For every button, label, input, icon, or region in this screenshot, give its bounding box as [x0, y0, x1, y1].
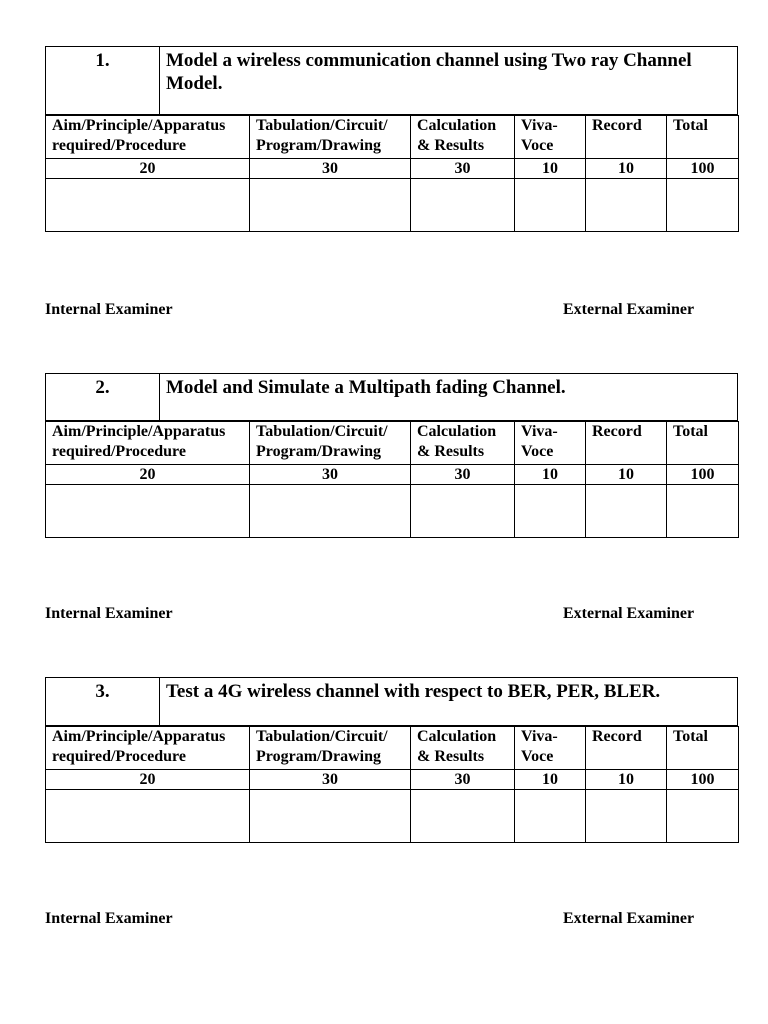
external-examiner-label: External Examiner: [563, 605, 695, 622]
score-total-cell: [667, 179, 739, 232]
header-aim: Aim/Principle/Apparatus required/Procedure: [46, 116, 250, 159]
score-record-cell: [586, 790, 667, 843]
mark-total: 100: [667, 159, 739, 179]
score-viva-cell: [515, 790, 586, 843]
header-total: Total: [667, 727, 739, 770]
score-calculation-cell: [411, 485, 515, 538]
internal-examiner-label: Internal Examiner: [45, 605, 173, 622]
experiment-number: 3.: [46, 678, 160, 726]
score-tabulation-cell: [250, 485, 411, 538]
header-tabulation: Tabulation/Circuit/ Program/Drawing: [250, 727, 411, 770]
header-tabulation: Tabulation/Circuit/ Program/Drawing: [250, 422, 411, 465]
experiment-title-table: [45, 46, 738, 115]
score-viva-cell: [515, 485, 586, 538]
header-calculation: Calculation & Results: [411, 422, 515, 465]
mark-total: 100: [667, 770, 739, 790]
score-tabulation-cell: [250, 179, 411, 232]
mark-calculation: 30: [411, 159, 515, 179]
mark-viva: 10: [515, 159, 586, 179]
mark-tabulation: 30: [250, 465, 411, 485]
header-total: Total: [667, 116, 739, 159]
marks-table: [45, 421, 739, 538]
experiment-title-table: [45, 373, 738, 421]
header-total: Total: [667, 422, 739, 465]
score-total-cell: [667, 485, 739, 538]
header-tabulation: Tabulation/Circuit/ Program/Drawing: [250, 116, 411, 159]
experiment-number: 2.: [46, 374, 160, 421]
header-aim: Aim/Principle/Apparatus required/Procedure: [46, 727, 250, 770]
mark-record: 10: [586, 159, 667, 179]
mark-tabulation: 30: [250, 159, 411, 179]
score-aim-cell: [46, 179, 250, 232]
score-tabulation-cell: [250, 790, 411, 843]
header-record: Record: [586, 422, 667, 465]
header-aim: Aim/Principle/Apparatus required/Procedure: [46, 422, 250, 465]
mark-tabulation: 30: [250, 770, 411, 790]
score-calculation-cell: [411, 179, 515, 232]
score-record-cell: [586, 179, 667, 232]
header-viva: Viva- Voce: [515, 727, 586, 770]
experiment-title: Model and Simulate a Multipath fading Channel.: [160, 374, 738, 421]
mark-aim: 20: [46, 465, 250, 485]
external-examiner-label: External Examiner: [563, 910, 695, 927]
marks-table: [45, 726, 739, 843]
mark-aim: 20: [46, 770, 250, 790]
external-examiner-label: External Examiner: [563, 301, 695, 318]
score-calculation-cell: [411, 790, 515, 843]
mark-aim: 20: [46, 159, 250, 179]
experiment-title-table: [45, 677, 738, 726]
header-calculation: Calculation & Results: [411, 727, 515, 770]
header-calculation: Calculation & Results: [411, 116, 515, 159]
score-total-cell: [667, 790, 739, 843]
score-record-cell: [586, 485, 667, 538]
header-viva: Viva- Voce: [515, 116, 586, 159]
experiment-number: 1.: [46, 47, 160, 115]
header-record: Record: [586, 727, 667, 770]
internal-examiner-label: Internal Examiner: [45, 910, 173, 927]
header-viva: Viva- Voce: [515, 422, 586, 465]
experiment-title: Model a wireless communication channel using Two ray Channel Model.: [160, 47, 738, 115]
mark-viva: 10: [515, 465, 586, 485]
header-record: Record: [586, 116, 667, 159]
marks-table: [45, 115, 739, 232]
mark-record: 10: [586, 770, 667, 790]
experiment-title: Test a 4G wireless channel with respect to BER, PER, BLER.: [160, 678, 738, 726]
score-viva-cell: [515, 179, 586, 232]
mark-total: 100: [667, 465, 739, 485]
score-aim-cell: [46, 790, 250, 843]
mark-calculation: 30: [411, 465, 515, 485]
internal-examiner-label: Internal Examiner: [45, 301, 173, 318]
mark-record: 10: [586, 465, 667, 485]
mark-calculation: 30: [411, 770, 515, 790]
score-aim-cell: [46, 485, 250, 538]
mark-viva: 10: [515, 770, 586, 790]
